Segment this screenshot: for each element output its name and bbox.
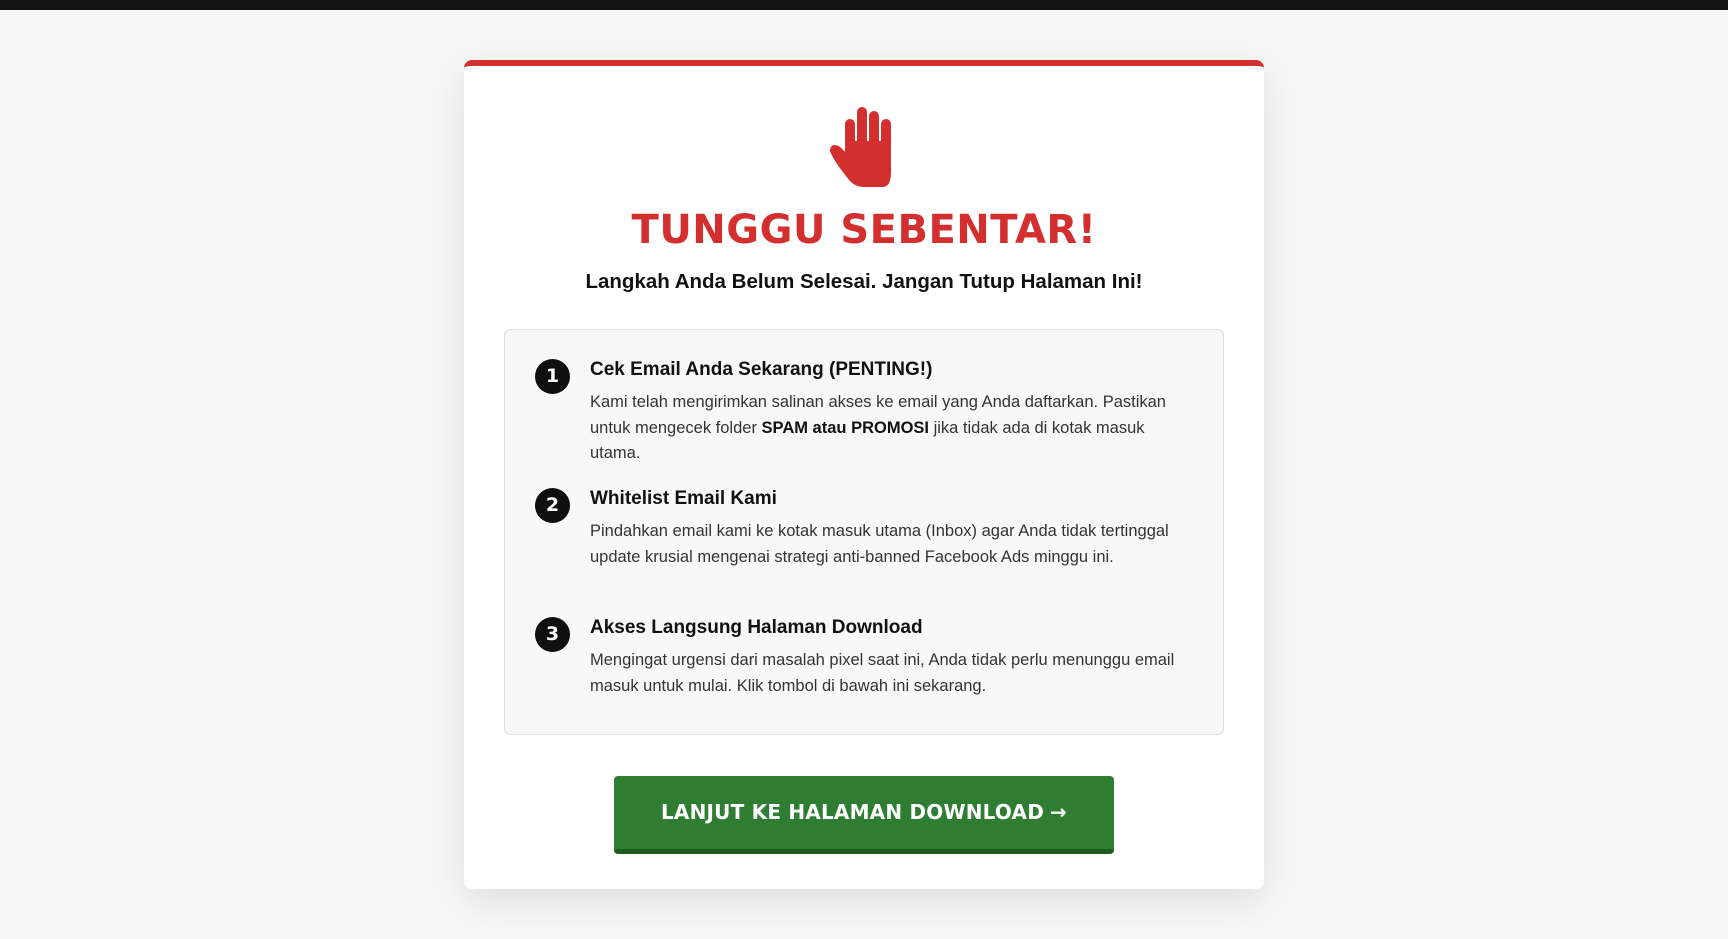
step-number-badge: 1 bbox=[535, 359, 570, 394]
step-number-badge: 3 bbox=[535, 617, 570, 652]
page-subtitle: Langkah Anda Belum Selesai. Jangan Tutup Halaman Ini! bbox=[585, 270, 1143, 293]
step-description-highlight: SPAM atau PROMOSI bbox=[761, 418, 929, 437]
step-description-text: Kami telah mengirimkan salinan akses ke email yang Anda daftarkan. Pastikan untuk mengecek folder bbox=[590, 393, 1166, 437]
page-title: TUNGGU SEBENTAR! bbox=[631, 207, 1097, 253]
step-title: Akses Langsung Halaman Download bbox=[590, 617, 923, 638]
alert-card bbox=[464, 60, 1264, 889]
hand-stop-icon bbox=[828, 105, 900, 187]
arrow-right-icon: → bbox=[1050, 800, 1068, 824]
step-title: Cek Email Anda Sekarang (PENTING!) bbox=[590, 359, 933, 380]
continue-download-button[interactable] bbox=[614, 776, 1114, 854]
step-number-badge: 2 bbox=[535, 488, 570, 523]
continue-download-label: LANJUT KE HALAMAN DOWNLOAD bbox=[660, 800, 1045, 824]
step-title: Whitelist Email Kami bbox=[590, 488, 777, 509]
step-description bbox=[590, 390, 1195, 467]
step-description: Pindahkan email kami ke kotak masuk utama (Inbox) agar Anda tidak tertinggal update krusial mengenai strategi anti-banned Facebook Ads minggu ini. bbox=[590, 522, 1169, 566]
step-description: Mengingat urgensi dari masalah pixel saat ini, Anda tidak perlu menunggu email masuk untuk mulai. Klik tombol di bawah ini sekarang. bbox=[590, 651, 1175, 695]
steps-panel bbox=[504, 329, 1224, 735]
step-description-text: jika tidak ada di kotak masuk utama. bbox=[590, 418, 1145, 462]
top-bar bbox=[0, 0, 1728, 10]
